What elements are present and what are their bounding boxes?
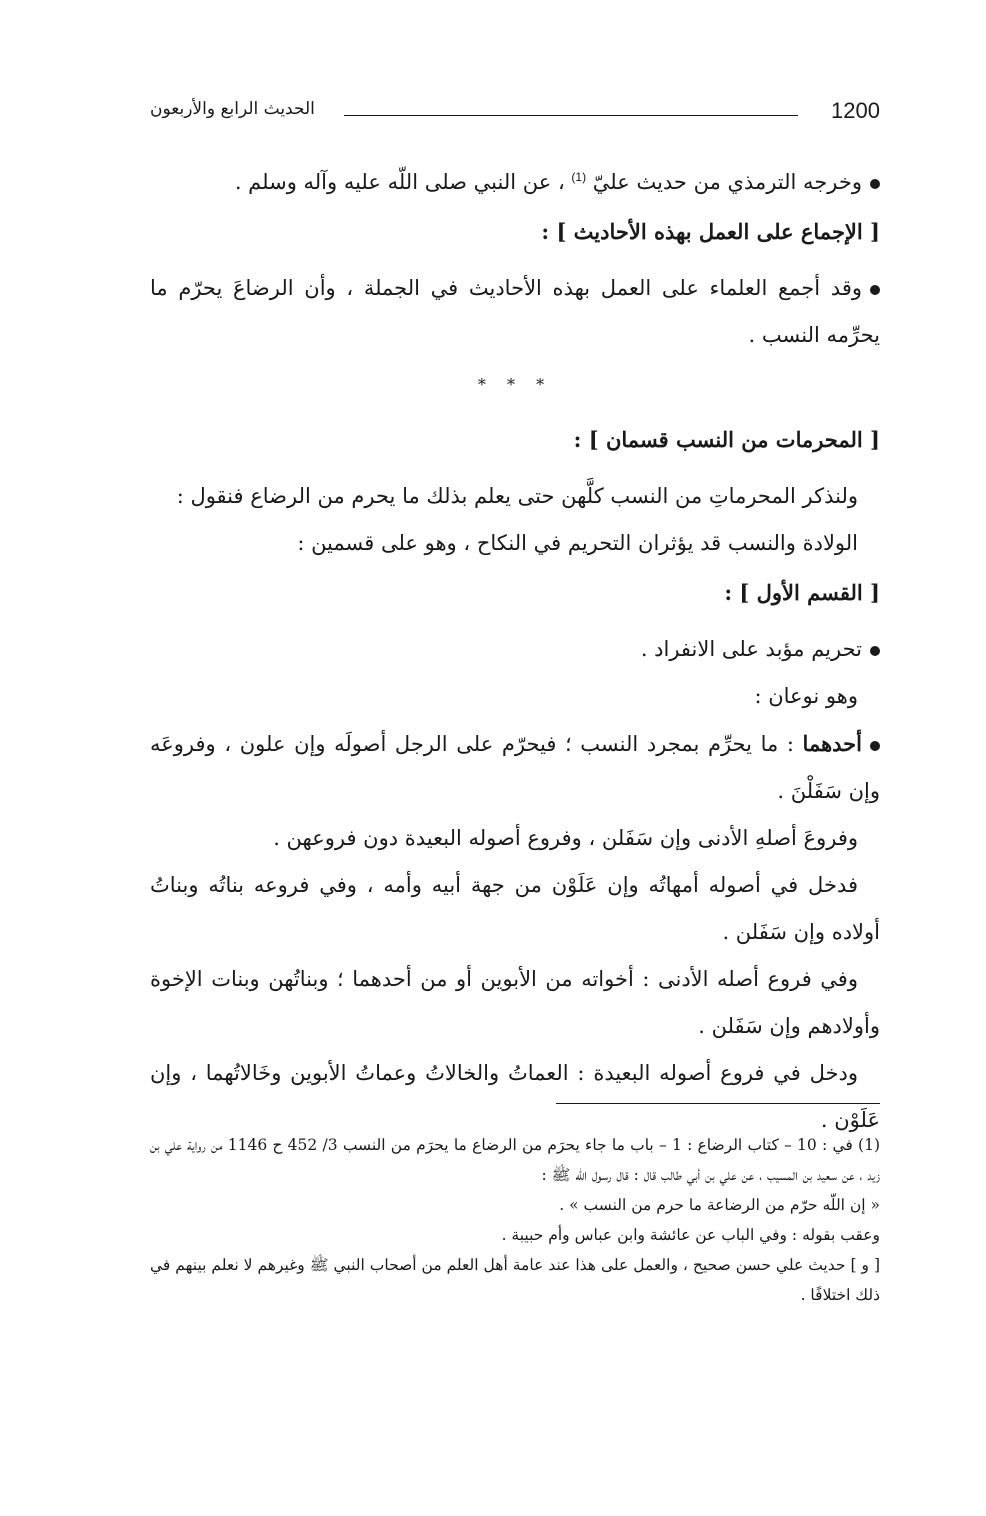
- bullet-icon: [870, 741, 880, 751]
- section-heading: [ الإجماع على العمل بهذه الأحاديث ] :: [541, 219, 880, 244]
- section-separator: * * *: [477, 375, 553, 394]
- paragraph: فدخل في أصوله أمهاتُه وإن عَلَوْن من جهة أبيه وأمه ، وفي فروعه بناتُه وبناتُ أولاده وإن سَفَلن .: [150, 873, 880, 944]
- paragraph: [150, 720, 880, 815]
- section-heading: [ المحرمات من النسب قسمان ] :: [573, 427, 880, 452]
- paragraph-text: وخرجه الترمذي من حديث عليّ: [592, 170, 862, 194]
- paragraph: ولنذكر المحرماتِ من النسب كلَّهن حتى يعلم بذلك ما يحرم من الرضاع فنقول :: [176, 484, 858, 508]
- paragraph-text: تحريم مؤبد على الانفراد .: [640, 637, 862, 661]
- paragraph: وهو نوعان :: [754, 684, 858, 708]
- section-heading: [ القسم الأول ] :: [724, 580, 880, 605]
- running-title: الحديث الرابع والأربعون: [150, 99, 315, 119]
- paragraph: وفي فروع أصله الأدنى : أخواته من الأبوين أو من أحدهما ؛ وبناتُهن وبنات الإخوة وأولادهم وإن سَفَلن .: [150, 967, 880, 1038]
- footnotes: [150, 1130, 880, 1310]
- paragraph: [150, 626, 880, 673]
- main-text: [150, 154, 880, 1144]
- footnote: « إن اللّه حرّم من الرضاعة ما حرم من النسب » .: [559, 1196, 880, 1214]
- term-bold: أحدهما: [802, 731, 862, 756]
- paragraph: [150, 265, 880, 359]
- bullet-icon: [870, 285, 880, 295]
- paragraph-text: وقد أجمع العلماء على العمل بهذه الأحاديث في الجملة ، وأن الرضاعَ يحرّم ما يحرِّمه النسب .: [150, 276, 880, 347]
- page-header: [150, 98, 880, 132]
- footnote: [ و ] حديث علي حسن صحيح ، والعمل على هذا عند عامة أهل العلم من أصحاب النبي ﷺ وغيرهم لا نعلم بينهم في ذلك اختلافًا .: [150, 1256, 880, 1304]
- footnote-ref: (1): [571, 170, 587, 184]
- bullet-icon: [870, 179, 880, 189]
- header-rule: [344, 115, 798, 116]
- paragraph: الولادة والنسب قد يؤثران التحريم في النكاح ، وهو على قسمين :: [297, 531, 858, 555]
- paragraph: ودخل في فروع أصوله البعيدة : العماتُ والخالاتُ وعماتُ الأبوين وخَالاتُهما ، وإن عَلَوْن .: [150, 1061, 880, 1132]
- footnote: وعقب بقوله : وفي الباب عن عائشة وابن عباس وأم حبيبة .: [501, 1226, 880, 1244]
- bullet-icon: [870, 646, 880, 656]
- paragraph: [150, 154, 880, 206]
- footnote: (1) في : 10 – كتاب الرضاع : 1 – باب ما جاء يحرَم من الرضاع ما يحرَم من النسب 3/ 452 ح 1146 من رواية علي بن زيد ، عن سعيد بن المسيب ، عن علي بن أبي طالب قال : قال رسول اللّه ﷺ :: [150, 1136, 881, 1184]
- paragraph-text: : ما يحرِّم بمجرد النسب ؛ فيحرّم على الرجل أصولَه وإن علون ، وفروعَه وإن سَفَلْنَ .: [150, 732, 880, 803]
- page-number: 1200: [831, 98, 880, 123]
- paragraph: وفروعَ أصلهِ الأدنى وإن سَفَلن ، وفروع أصوله البعيدة دون فروعهن .: [273, 826, 858, 850]
- footnote-divider: [556, 1103, 880, 1104]
- paragraph-text: ، عن النبي صلى اللّه عليه وآله وسلم .: [234, 170, 565, 194]
